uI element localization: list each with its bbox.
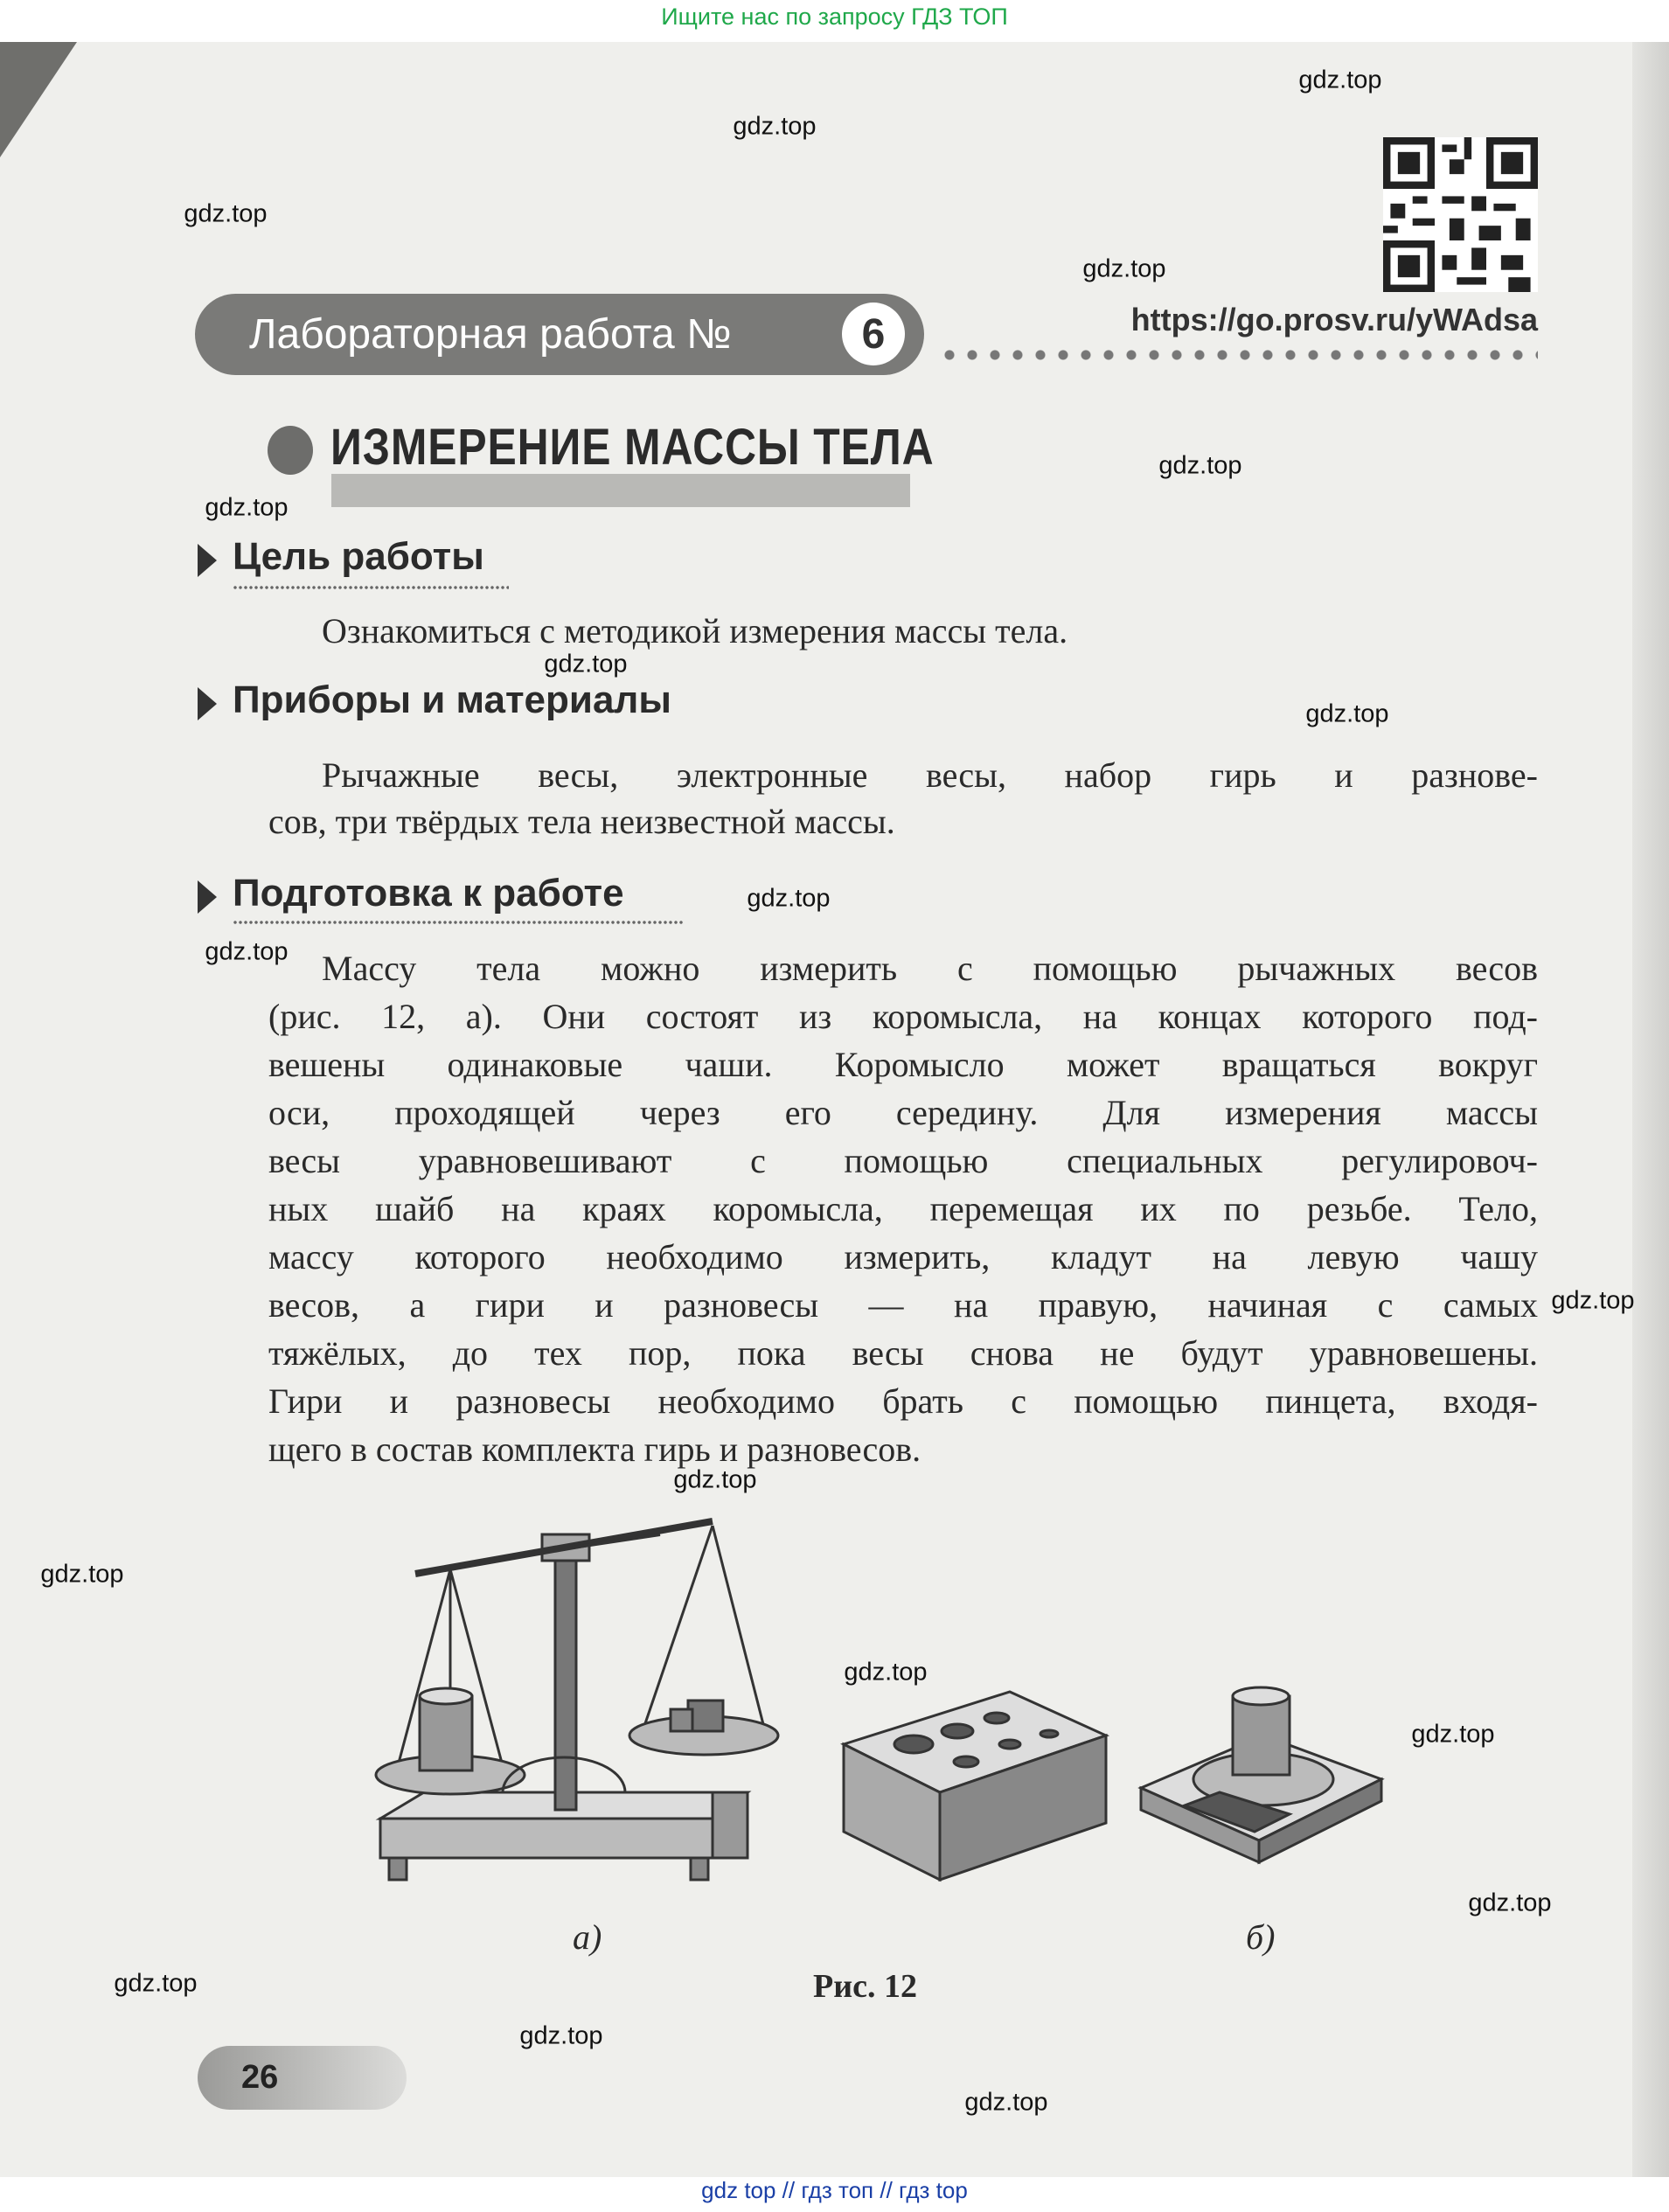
lab-work-number: 6	[842, 303, 905, 365]
weights-set-illustration	[835, 1683, 1119, 1889]
text-line: Массу тела можно измерить с помощью рычажных весов	[322, 949, 1538, 988]
section-arrow-icon	[198, 880, 217, 914]
qr-code-icon[interactable]	[1383, 137, 1538, 292]
watermark: gdz.top	[184, 199, 268, 228]
watermark: gdz.top	[519, 2021, 603, 2050]
watermark: gdz.top	[964, 2088, 1048, 2117]
electronic-scale-illustration	[1132, 1683, 1390, 1871]
watermark: gdz.top	[747, 884, 831, 913]
watermark: gdz.top	[1411, 1720, 1495, 1749]
text-line: щего в состав комплекта гирь и разновесов.	[268, 1429, 921, 1469]
section-heading-preparation: Подготовка к работе	[233, 872, 624, 915]
watermark: gdz.top	[1298, 66, 1382, 94]
watermark: gdz.top	[114, 1969, 198, 1998]
heading-underline	[233, 921, 683, 924]
section-arrow-icon	[198, 687, 217, 720]
watermark: gdz.top	[1158, 451, 1242, 480]
text-line: сов, три твёрдых тела неизвестной массы.	[268, 802, 895, 841]
text-line: весы уравновешивают с помощью специальных регулировоч-	[268, 1141, 1538, 1180]
watermark: gdz.top	[40, 1560, 124, 1589]
watermark: gdz.top	[844, 1658, 928, 1687]
watermark: gdz.top	[1551, 1286, 1635, 1315]
text-line: ных шайб на краях коромысла, перемещая их по резьбе. Тело,	[268, 1189, 1538, 1228]
lab-work-label: Лабораторная работа №	[249, 311, 732, 358]
text-line: Ознакомиться с методикой измерения массы тела.	[322, 611, 1068, 650]
text-line: тяжёлых, до тех пор, пока весы снова не будут уравновешены.	[268, 1333, 1538, 1373]
page-title: ИЗМЕРЕНИЕ МАССЫ ТЕЛА	[330, 419, 935, 476]
text-line: оси, проходящей через его середину. Для измерения массы	[268, 1093, 1538, 1132]
watermark: gdz.top	[205, 937, 289, 966]
heading-underline	[233, 586, 509, 589]
lab-work-header	[195, 294, 924, 375]
dotted-divider	[938, 348, 1538, 362]
page-edge	[1632, 35, 1669, 2177]
watermark: gdz.top	[544, 650, 628, 678]
watermark: gdz.top	[1305, 699, 1389, 728]
text-line: (рис. 12, а). Они состоят из коромысла, на концах которого под-	[268, 997, 1538, 1036]
watermark: gdz.top	[205, 493, 289, 522]
figure-caption: Рис. 12	[813, 1968, 917, 2005]
resource-link[interactable]: https://go.prosv.ru/yWAdsa	[1130, 302, 1538, 337]
title-bullet-icon	[268, 426, 313, 475]
text-line: весов, а гири и разновесы — на правую, начиная с самых	[268, 1285, 1538, 1325]
bottom-links[interactable]: gdz top // гдз топ // гдз top	[701, 2177, 968, 2203]
figure-label-a: а)	[573, 1917, 602, 1957]
text-line: массу которого необходимо измерить, кладут на левую чашу	[268, 1237, 1538, 1276]
page-number: 26	[198, 2046, 407, 2110]
section-heading-equipment: Приборы и материалы	[233, 678, 671, 721]
watermark: gdz.top	[1468, 1889, 1552, 1917]
watermark: gdz.top	[733, 112, 817, 141]
section-heading-goal: Цель работы	[233, 535, 484, 578]
lever-balance-illustration	[345, 1486, 800, 1897]
title-underline-bar	[331, 474, 910, 507]
section-arrow-icon	[198, 544, 217, 577]
text-line: Рычажные весы, электронные весы, набор гирь и разнове-	[322, 755, 1538, 795]
search-hint-banner[interactable]: Ищите нас по запросу ГДЗ ТОП	[661, 3, 1008, 30]
text-line: Гири и разновесы необходимо брать с помощью пинцета, входя-	[268, 1381, 1538, 1421]
text-line: вешены одинаковые чаши. Коромысло может вращаться вокруг	[268, 1045, 1538, 1084]
watermark: gdz.top	[673, 1465, 757, 1494]
figure-label-b: б)	[1246, 1917, 1276, 1957]
watermark: gdz.top	[1082, 254, 1166, 283]
